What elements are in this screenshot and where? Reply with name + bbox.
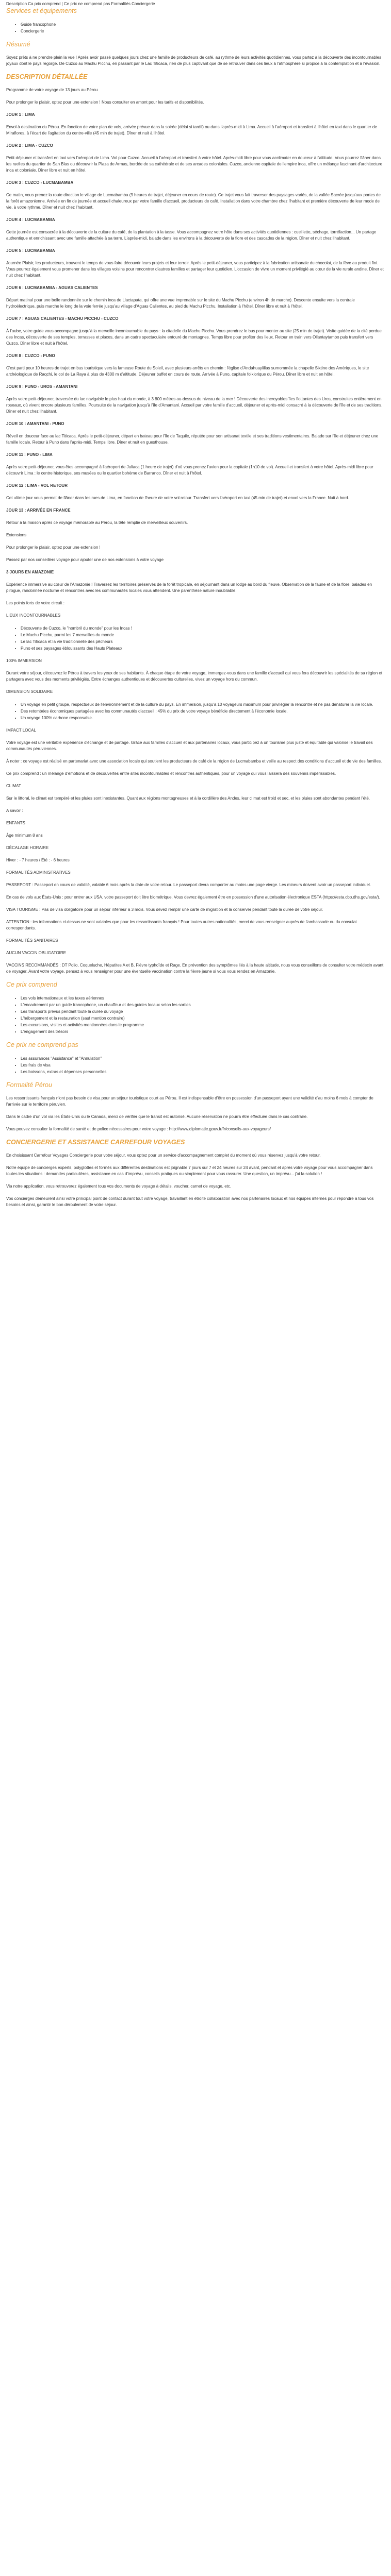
list-item: • Un voyage en petit groupe, respectueux de l'environnement et de la culture du pays. En immersion, jusqu'à 10 voyageurs maximum pour privilégier la rencontre et ne pas dénaturer la vie locale.	[21, 701, 385, 708]
paragraph: FORMALITÉS SANITAIRES	[6, 938, 58, 943]
day-heading: JOUR 8 : CUZCO - PUNO	[6, 353, 55, 358]
list-item: • Le Machu Picchu, parmi les 7 merveilles du monde	[21, 632, 385, 638]
paragraph: À noter : ce voyage est réalisé en partenariat avec une association locale qui soutient les producteurs de café de la région de Lucmabamba et veille au respect des conditions d'accueil et de vie des familles.	[6, 759, 382, 764]
paragraph: Après votre petit-déjeuner, traversée du lac navigable le plus haut du monde, à 3 800 mètres au-dessus du niveau de la mer ! Découverte des incroyables îles flottantes des Uros, construites entièrement en roseaux, où vivent encore plusieurs familles. Poursuite de la navigation jusqu'à l'île d'Amantani. Accueil par votre famille d'accueil, déjeuner et après-midi consacré à la découverte de l'île et de ses traditions. Dîner et nuit chez l'habitant.	[6, 397, 383, 414]
section-heading: Résumé	[6, 41, 30, 48]
paragraph: Programme de votre voyage de 13 jours au Pérou	[6, 88, 98, 92]
paragraph: Expérience immersive au cœur de l'Amazonie ! Traversez les territoires préservés de la forêt tropicale, en séjournant dans un lodge au bord du fleuve. Observation de la faune et de la flore, balades en pirogue, randonnée nocturne et rencontres avec les communautés locales vous attendent. Une parenthèse nature inoubliable.	[6, 582, 372, 593]
day-heading: JOUR 12 : LIMA - VOL RETOUR	[6, 483, 68, 488]
paragraph: Sur le littoral, le climat est tempéré et les pluies sont inexistantes. Quant aux régions montagneuses et à la cordillère des Andes, leur climat est froid et sec, et les pluies sont abondantes pendant l'été.	[6, 796, 370, 801]
section-heading: Services et équipements	[6, 7, 77, 14]
paragraph: ENFANTS	[6, 821, 25, 825]
list-item: • Découverte de Cuzco, le "nombril du monde" pour les Incas !	[21, 625, 385, 632]
list-item: • Guide francophone	[21, 21, 385, 28]
list-item: • L'engagement des trésors	[21, 1028, 385, 1035]
paragraph: Soyez prêts à ne prendre plein la vue ! Après avoir passé quelques jours chez une famille de producteurs de café, au rythme de leurs activités quotidiennes, vous partez à la découverte des incontournables joyaux dont le pays regorge. De Cuzco au Machu Picchu, en passant par le Lac Titicaca, rien de plus captivant que de se retrouver dans ces lieux à l'atmosphère si propice à la contemplation et à l'évasion.	[6, 55, 382, 66]
paragraph: DIMENSION SOLIDAIRE	[6, 689, 53, 694]
paragraph: Réveil en douceur face au lac Titicaca. Après le petit-déjeuner, départ en bateau pour l'île de Taquile, réputée pour son artisanat textile et ses traditions vestimentaires. Balade sur l'île et déjeuner chez une famille locale. Retour à Puno dans l'après-midi. Temps libre. Dîner et nuit en guesthouse.	[6, 434, 379, 445]
list-item: • Les boissons, extras et dépenses personnelles	[21, 1069, 385, 1075]
paragraph: Vos concierges demeurent ainsi votre principal point de contact durant tout votre voyage, travaillant en étroite collaboration avec nos partenaires locaux et nos équipes internes pour répondre à tous vos besoins et ainsi, garantir le bon déroulement de votre séjour.	[6, 1196, 374, 1207]
paragraph: VISA TOURISME : Pas de visa obligatoire pour un séjour inférieur à 3 mois. Vous devez remplir une carte de migration et la conserver pendant toute la durée de votre séjour.	[6, 907, 323, 912]
content	[6, 7, 385, 1208]
day-heading: JOUR 9 : PUNO - UROS - AMANTANI	[6, 384, 78, 389]
paragraph: Passez par nos conseillers voyage pour ajouter une de nos extensions à votre voyage	[6, 557, 164, 562]
list-item: • Le lac Titicaca et la vie traditionnelle des pêcheurs	[21, 638, 385, 645]
section-heading: CONCIERGERIE ET ASSISTANCE CARREFOUR VOYAGES	[6, 1139, 185, 1146]
paragraph: Notre équipe de concierges experts, polyglottes et formés aux différentes destinations est joignable 7 jours sur 7 et 24 heures sur 24 avant, pendant et après votre voyage pour vous accompagner dans toutes les situations : demandes particulières, assistance en cas d'imprévu, conseils pratiques ou simplement pour vous rassurer. Une question, un imprévu... j'ai la solution !	[6, 1165, 373, 1176]
paragraph: IMPACT LOCAL	[6, 728, 36, 733]
paragraph: Ce prix comprend : un mélange d'émotions et de découvertes entre sites incontournables et rencontres authentiques, pour un voyage qui vous laissera des souvenirs impérissables.	[6, 771, 336, 776]
paragraph: Dans le cadre d'un vol via les États-Unis ou le Canada, merci de vérifier que le transit est autorisé. Aucune réservation ne pourra être effectuée dans le cas contraire.	[6, 1114, 308, 1119]
paragraph: Vous pouvez consulter la formalité de santé et de police nécessaires pour votre voyage : http://www.diplomatie.gouv.fr/fr/conseils-aux-voyageurs/	[6, 1127, 271, 1131]
list-item: • Les frais de visa	[21, 1062, 385, 1069]
paragraph: C'est parti pour 10 heures de trajet en bus touristique vers la fameuse Route du Soleil, avec plusieurs arrêts en chemin : l'église d'Andahuaylillas surnommée la chapelle Sixtine des Amériques, le site archéologique de Raqchi, le col de La Raya à plus de 4300 m d'altitude. Déjeuner buffet en cours de route. Arrivée à Puno, capitale folklorique du Pérou. Dîner libre et nuit en hôtel.	[6, 366, 369, 377]
section-heading: Ce prix comprend	[6, 981, 57, 988]
bullet-list	[6, 995, 385, 1035]
paragraph: AUCUN VACCIN OBLIGATOIRE	[6, 951, 67, 955]
bullet-list	[6, 625, 385, 652]
paragraph: Durant votre séjour, découvrez le Pérou à travers les yeux de ses habitants. À chaque étape de votre voyage, immergez-vous dans une famille d'accueil qui vous fera découvrir les spécialités de sa région et partagera avec vous des moments privilégiés. Entre échanges authentiques et découvertes culturelles, vivez un voyage hors du commun.	[6, 671, 383, 682]
day-heading: JOUR 11 : PUNO - LIMA	[6, 452, 53, 457]
paragraph: 100% IMMERSION	[6, 658, 42, 663]
paragraph: Pour prolonger le plaisir, optez pour une extension !	[6, 545, 101, 550]
day-heading: JOUR 6 : LUCMABAMBA - AGUAS CALIENTES	[6, 285, 98, 290]
list-item: • L'hébergement et la restauration (sauf mention contraire)	[21, 1015, 385, 1022]
bullet-list	[6, 21, 385, 35]
paragraph: Petit-déjeuner et transfert en taxi vers l'aéroport de Lima. Vol pour Cuzco. Accueil à l'aéroport et transfert à votre hôtel. Après-midi libre pour vous acclimater en douceur à l'altitude. Vous pourrez flâner dans les ruelles du quartier de San Blas ou découvrir la Plaza de Armas, bordée de sa cathédrale et de ses arcades coloniales. Cuzco, ancienne capitale de l'empire inca, offre un mélange fascinant d'architecture inca et coloniale. Dîner libre et nuit en hôtel.	[6, 156, 383, 173]
bullet-list	[6, 1055, 385, 1075]
paragraph: Envol à destination du Pérou. En fonction de votre plan de vols, arrivée prévue dans la soirée (délai si tardif) ou dans l'après-midi à Lima. Accueil à l'aéroport et transfert à l'hôtel en taxi dans le quartier de Miraflores, à l'écart de l'agitation du centre-ville (45 min de trajet). Dîner et nuit à l'hôtel.	[6, 125, 377, 135]
paragraph: Votre voyage est une véritable expérience d'échange et de partage. Grâce aux familles d'accueil et aux partenaires locaux, vous participez à un tourisme plus juste et équitable qui valorise le travail des communautés péruviennes.	[6, 740, 373, 751]
paragraph: Via notre application, vous retrouverez également tous vos documents de voyage à détails, voucher, carnet de voyage, etc.	[6, 1184, 232, 1189]
paragraph: Hiver : - 7 heures / Été : - 6 heures	[6, 858, 70, 862]
day-heading: JOUR 5 : LUCMABAMBA	[6, 248, 55, 253]
list-item: • Puno et ses paysages éblouissants des Hauts Plateaux	[21, 645, 385, 652]
paragraph: Départ matinal pour une belle randonnée sur le chemin inca de Llactapata, qui offre une vue imprenable sur le site du Machu Picchu (environ 4h de marche). Descente ensuite vers la centrale hydroélectrique, puis marche le long de la voie ferrée jusqu'au village d'Aguas Calientes, au pied du Machu Picchu. Installation à l'hôtel. Dîner libre et nuit à l'hôtel.	[6, 298, 355, 309]
paragraph: CLIMAT	[6, 784, 21, 788]
paragraph: Extensions	[6, 533, 27, 537]
list-item: • Les vols internationaux et les taxes aériennes	[21, 995, 385, 1002]
list-item: • L'encadrement par un guide francophone, un chauffeur et des guides locaux selon les sorties	[21, 1002, 385, 1008]
section-heading: Formalité Pérou	[6, 1081, 52, 1089]
paragraph: ATTENTION : les informations ci-dessus ne sont valables que pour les ressortissants français ! Pour toutes autres nationalités, merci de vous renseigner auprès de l'ambassade ou du consulat correspondants.	[6, 920, 357, 930]
day-heading: 3 JOURS EN AMAZONIE	[6, 570, 54, 574]
day-heading: JOUR 10 : AMANTANI - PUNO	[6, 421, 64, 426]
day-heading: JOUR 13 : ARRIVÉE EN FRANCE	[6, 508, 71, 513]
paragraph: DÉCALAGE HORAIRE	[6, 845, 49, 850]
list-item: • Des retombées économiques partagées avec les communautés d'accueil : 45% du prix de votre voyage bénéficie directement à l'économie locale.	[21, 708, 385, 715]
day-heading: JOUR 1 : LIMA	[6, 112, 35, 117]
paragraph: PASSEPORT : Passeport en cours de validité, valable 6 mois après la date de votre retour. Le passeport devra comporter au moins une page vierge. Les mineurs doivent avoir un passeport individuel.	[6, 883, 371, 887]
list-item: • Un voyage 100% carbone responsable.	[21, 715, 385, 721]
section-heading: Ce prix ne comprend pas	[6, 1041, 78, 1048]
paragraph: Journée Plaisir, les producteurs, trouvent le temps de vous faire découvrir leurs projets et leur terroir. Après le petit-déjeuner, vous participez à la fabrication artisanale du chocolat, de la fève au produit fini. Vous pourrez également vous promener dans les villages voisins pour rencontrer d'autres familles et partager leur quotidien. L'occasion de vivre un moment privilégié au cœur de la vie rurale andine. Dîner et nuit chez l'habitant.	[6, 261, 384, 278]
day-heading: JOUR 2 : LIMA - CUZCO	[6, 143, 53, 148]
list-item: • Les transports prévus pendant toute la durée du voyage	[21, 1008, 385, 1015]
paragraph: VACCINS RECOMMANDÉS : DT Polio, Coqueluche, Hépatites A et B, Fièvre typhoïde et Rage. En prévention des symptômes liés à la haute altitude, nous vous conseillons de consulter votre médecin avant de voyager. Avant votre voyage, pensez à vous renseigner pour une éventuelle vaccination contre la fièvre jaune si vous vous rendez en Amazonie.	[6, 963, 384, 974]
paragraph: Pour prolonger le plaisir, optez pour une extension ! Nous consulter en amont pour les tarifs et disponibilités.	[6, 100, 204, 105]
day-heading: JOUR 3 : CUZCO - LUCMABAMBA	[6, 180, 74, 185]
day-heading: JOUR 7 : AGUAS CALIENTES - MACHU PICCHU - CUZCO	[6, 316, 119, 321]
paragraph: FORMALITÉS ADMINISTRATIVES	[6, 870, 71, 875]
list-item: • Les assurances "Assistance" et "Annulation"	[21, 1055, 385, 1062]
breadcrumb: Description Ca prix comprend | Ce prix ne comprend pas Formalités Conciergerie	[6, 2, 155, 6]
paragraph: Âge minimum 8 ans	[6, 833, 43, 838]
paragraph: Cette journée est consacrée à la découverte de la culture du café, de la plantation à la tasse. Vous accompagnez votre hôte dans ses activités quotidiennes : cueillette, séchage, torréfaction... Un partage authentique et enrichissant avec une famille attachée à sa terre. L'après-midi, balade dans les environs à la découverte de la flore et des cascades de la région. Dîner et nuit chez l'habitant.	[6, 230, 377, 241]
paragraph: Ce matin, vous prenez la route direction le village de Lucmabamba (9 heures de trajet, déjeuner en cours de route). Ce trajet vous fait traverser des paysages variés, de la vallée Sacrée jusqu'aux portes de la forêt amazonienne. Arrivée en fin de journée et accueil chaleureux par votre famille d'accueil, producteurs de café. Installation dans votre chambre chez l'habitant et première découverte de leur mode de vie, à votre rythme. Dîner et nuit chez l'habitant.	[6, 193, 381, 210]
paragraph: En cas de vols aux États-Unis : pour entrer aux USA, votre passeport doit être biométrique. Vous devrez également être en possession d'une autorisation électronique ESTA (https://esta.cbp.dhs.gov/esta/).	[6, 895, 380, 900]
bullet-list	[6, 701, 385, 721]
paragraph: En choisissant Carrefour Voyages Conciergerie pour votre séjour, vous optez pour un service d'accompagnement complet du moment où vous réservez jusqu'à votre retour.	[6, 1153, 321, 1158]
paragraph: A savoir :	[6, 808, 23, 813]
page	[0, 0, 391, 1208]
section-heading: DESCRIPTION DÉTAILLÉE	[6, 73, 88, 80]
paragraph: Après votre petit-déjeuner, vous êtes accompagné à l'aéroport de Juliaca (1 heure de trajet) d'où vous prenez l'avion pour la capitale (1h10 de vol). Accueil et transfert à votre hôtel. Après-midi libre pour découvrir Lima : le centre historique, ses musées ou le quartier bohème de Barranco. Dîner et nuit à l'hôtel.	[6, 465, 373, 476]
paragraph: LIEUX INCONTOURNABLES	[6, 613, 61, 618]
paragraph: Cet ultime jour vous permet de flâner dans les rues de Lima, en fonction de l'heure de votre vol retour. Transfert vers l'aéroport en taxi (45 min de trajet) et envol vers la France. Nuit à bord.	[6, 496, 349, 500]
list-item: • Les excursions, visites et activités mentionnées dans le programme	[21, 1022, 385, 1028]
paragraph: À l'aube, votre guide vous accompagne jusqu'à la merveille incontournable du pays : la citadelle du Machu Picchu. Vous prendrez le bus pour monter au site (25 min de trajet). Visite guidée de la cité perdue des Incas, découverte de ses temples, terrasses et places, dans un cadre spectaculaire entouré de montagnes. Temps libre pour profiter des lieux. Retour en train vers Ollantaytambo puis transfert vers Cuzco. Dîner libre et nuit à l'hôtel.	[6, 329, 382, 346]
list-item: • Conciergerie	[21, 28, 385, 35]
paragraph: Les points forts de votre circuit :	[6, 601, 64, 605]
paragraph: Retour à la maison après ce voyage mémorable au Pérou, la tête remplie de merveilleux souvenirs.	[6, 520, 188, 525]
paragraph: Les ressortissants français n'ont pas besoin de visa pour un séjour touristique court au Pérou. Il est indispensable d'être en possession d'un passeport ayant une validité d'au moins 6 mois à compter de l'arrivée sur le territoire péruvien.	[6, 1096, 373, 1107]
day-heading: JOUR 4 : LUCMABAMBA	[6, 217, 55, 222]
